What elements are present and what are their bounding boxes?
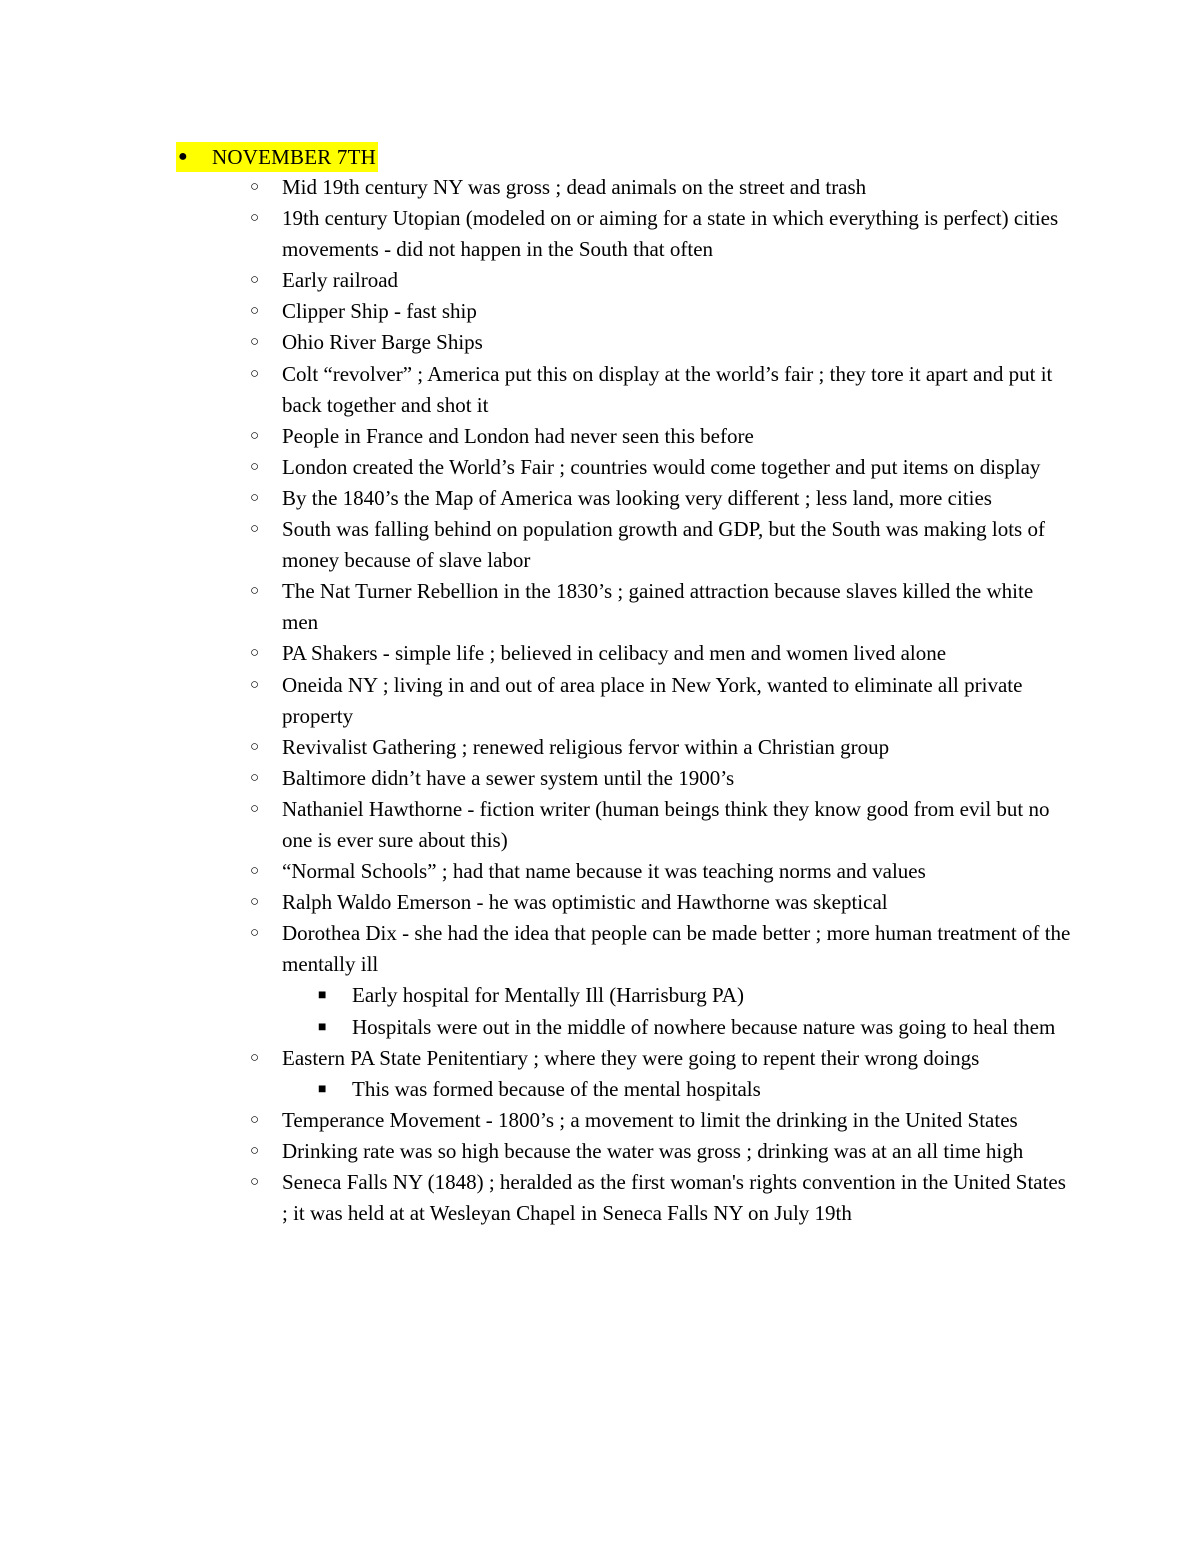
list-item-text: PA Shakers - simple life ; believed in celibacy and men and women lived alone xyxy=(282,641,947,666)
list-item xyxy=(0,670,1072,732)
list-item-text: Seneca Falls NY (1848) ; heralded as the first woman's rights convention in the United States ; it was held at at Wesleyan Chapel in Seneca Falls NY on July 19th xyxy=(282,1170,1066,1226)
circle-bullet-icon: ○ xyxy=(250,1111,260,1128)
list-item xyxy=(0,1043,1072,1074)
list-item-text: Oneida NY ; living in and out of area place in New York, wanted to eliminate all private property xyxy=(282,672,1023,728)
circle-bullet-icon: ○ xyxy=(250,645,260,662)
list-item xyxy=(0,918,1072,980)
sub-list-item-text: Hospitals were out in the middle of nowhere because nature was going to heal them xyxy=(352,1014,1056,1039)
list-item-text: Mid 19th century NY was gross ; dead animals on the street and trash xyxy=(282,175,867,199)
list-item-text: “Normal Schools” ; had that name because it was teaching norms and values xyxy=(282,859,926,884)
list-item-text: Baltimore didn’t have a sewer system until the 1900’s xyxy=(282,765,735,790)
list-item xyxy=(0,1136,1072,1167)
circle-bullet-icon: ○ xyxy=(250,800,260,817)
circle-bullet-icon: ○ xyxy=(250,583,260,600)
circle-bullet-icon: ○ xyxy=(250,521,260,538)
circle-bullet-icon: ○ xyxy=(250,272,260,289)
sub-list-item xyxy=(0,980,1062,1011)
circle-bullet-icon: ○ xyxy=(250,489,260,506)
circle-bullet-icon: ○ xyxy=(250,1049,260,1066)
list-item-text: Early railroad xyxy=(282,268,399,293)
list-item-text: London created the World’s Fair ; countries would come together and put items on display xyxy=(282,454,1041,479)
circle-bullet-icon: ○ xyxy=(250,925,260,942)
list-item-text: Temperance Movement - 1800’s ; a movement to limit the drinking in the United States xyxy=(282,1107,1018,1132)
list-item xyxy=(0,421,1072,452)
list-item xyxy=(0,203,1072,265)
sub-list-item xyxy=(0,1012,1062,1043)
notes-list xyxy=(0,172,1200,1229)
list-item-text: Ohio River Barge Ships xyxy=(282,330,483,355)
square-bullet-icon: ■ xyxy=(318,1081,327,1097)
list-item-text: Eastern PA State Penitentiary ; where they were going to repent their wrong doings xyxy=(282,1045,980,1070)
list-item xyxy=(0,576,1072,638)
sub-list-item-text: This was formed because of the mental hospitals xyxy=(352,1076,761,1101)
square-bullet-icon: ■ xyxy=(318,1019,327,1035)
circle-bullet-icon: ○ xyxy=(250,365,260,382)
circle-bullet-icon: ○ xyxy=(250,769,260,786)
list-item xyxy=(0,483,1072,514)
list-item-text: Drinking rate was so high because the water was gross ; drinking was at an all time high xyxy=(282,1138,1024,1163)
list-item-text: Dorothea Dix - she had the idea that people can be made better ; more human treatment of the mentally ill xyxy=(282,921,1071,977)
list-item-text: Ralph Waldo Emerson - he was optimistic and Hawthorne was skeptical xyxy=(282,890,888,915)
heading-title: NOVEMBER 7TH xyxy=(212,145,376,169)
circle-bullet-icon: ○ xyxy=(250,179,260,195)
square-bullet-icon: ■ xyxy=(318,988,327,1004)
list-item xyxy=(0,359,1072,421)
list-item xyxy=(0,1105,1072,1136)
list-item-text: Revivalist Gathering ; renewed religious fervor within a Christian group xyxy=(282,734,890,759)
circle-bullet-icon: ○ xyxy=(250,676,260,693)
list-item-text: People in France and London had never seen this before xyxy=(282,423,754,448)
circle-bullet-icon: ○ xyxy=(250,334,260,351)
circle-bullet-icon: ○ xyxy=(250,1142,260,1159)
list-item-text: 19th century Utopian (modeled on or aiming for a state in which everything is perfect) cities movements - did not happen in the South that often xyxy=(282,206,1059,262)
list-item-text: Colt “revolver” ; America put this on display at the world’s fair ; they tore it apart and put it back together and shot it xyxy=(282,361,1053,417)
circle-bullet-icon: ○ xyxy=(250,738,260,755)
circle-bullet-icon: ○ xyxy=(250,863,260,880)
circle-bullet-icon: ○ xyxy=(250,210,260,227)
list-item xyxy=(0,638,1072,669)
list-item-text: Clipper Ship - fast ship xyxy=(282,299,477,324)
sub-list-item xyxy=(0,1074,1062,1105)
list-item xyxy=(0,1167,1072,1229)
list-item xyxy=(0,794,1072,856)
list-item xyxy=(0,296,1072,327)
bullet-icon: ● xyxy=(178,148,188,165)
list-item xyxy=(0,887,1072,918)
circle-bullet-icon: ○ xyxy=(250,894,260,911)
list-item xyxy=(0,763,1072,794)
list-item xyxy=(0,514,1072,576)
list-item xyxy=(0,732,1072,763)
list-item-text: By the 1840’s the Map of America was looking very different ; less land, more cities xyxy=(282,485,992,510)
circle-bullet-icon: ○ xyxy=(250,1174,260,1190)
circle-bullet-icon: ○ xyxy=(250,303,260,320)
list-item-text: The Nat Turner Rebellion in the 1830’s ; gained attraction because slaves killed the white men xyxy=(282,579,1034,635)
list-item-text: Nathaniel Hawthorne - fiction writer (human beings think they know good from evil but no one is ever sure about this) xyxy=(282,796,1050,852)
circle-bullet-icon: ○ xyxy=(250,458,260,475)
list-item xyxy=(0,327,1072,358)
circle-bullet-icon: ○ xyxy=(250,427,260,444)
list-item xyxy=(0,452,1072,483)
section-heading xyxy=(176,142,378,172)
sub-list-item-text: Early hospital for Mentally Ill (Harrisburg PA) xyxy=(352,983,744,1008)
list-item-text: South was falling behind on population growth and GDP, but the South was making lots of money because of slave labor xyxy=(282,517,1045,573)
list-item xyxy=(0,172,1072,203)
list-item xyxy=(0,265,1072,296)
list-item xyxy=(0,856,1072,887)
